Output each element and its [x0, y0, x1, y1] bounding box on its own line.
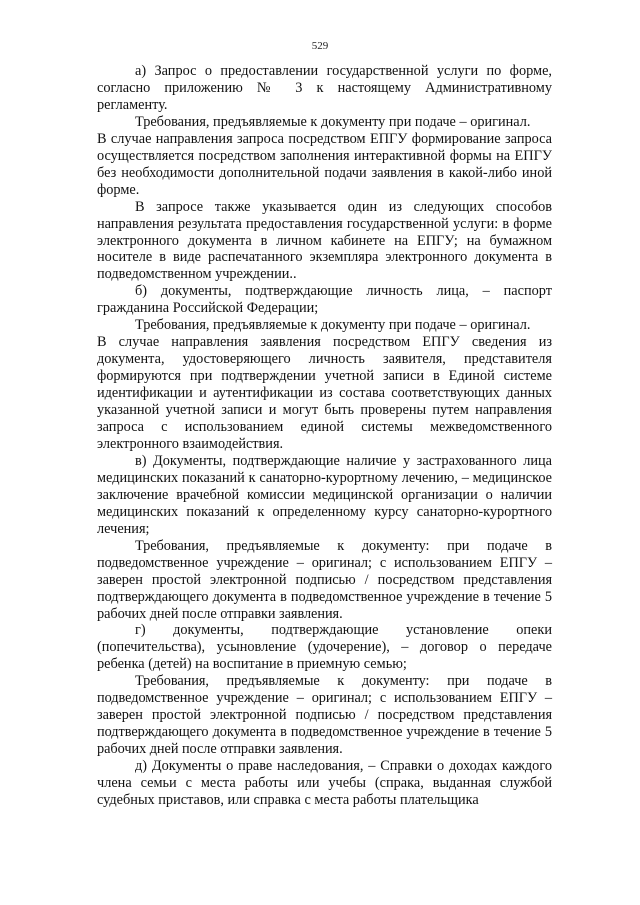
document-body [97, 63, 552, 809]
paragraph-guardianship: г) документы, подтверждающие установление опеки (попечительства), усыновление (удочерение), – договор о передаче ребенка (детей) на воспитание в приемную семью; [97, 622, 552, 673]
paragraph-identity-documents: б) документы, подтверждающие личность лица, – паспорт гражданина Российской Федерации; [97, 283, 552, 317]
paragraph-epgu-request: В случае направления запроса посредством ЕПГУ формирование запроса осуществляется посредством заполнения интерактивной формы на ЕПГУ без необходимости дополнительной подачи заявления в какой-либо иной форме. [97, 130, 552, 198]
paragraph-requirements-original: Требования, предъявляемые к документу при подаче – оригинал. [135, 113, 531, 130]
paragraph-request-form: а) Запрос о предоставлении государственной услуги по форме, согласно приложению № 3 к настоящему Административному регламенту. [97, 63, 552, 113]
paragraph-inheritance: д) Документы о праве наследования, – Справки о доходах каждого члена семьи с места работы или учебы (спрака, выданная службой судебных приставов, или справка с места работы плательщика [97, 758, 552, 808]
paragraph-requirements-original-2: Требования, предъявляемые к документу при подаче – оригинал. [135, 317, 531, 334]
paragraph-medical-indications: в) Документы, подтверждающие наличие у застрахованного лица медицинских показаний к санаторно-курортному лечению, – медицинское заключение врачебной комиссии медицинской организации о наличии медицинских показаний к определенному курсу санаторно-курортного лечения; [97, 452, 552, 537]
paragraph-requirements-guardianship: Требования, предъявляемые к документу: при подаче в подведомственное учреждение – оригинал; с использованием ЕПГУ – заверен простой электронной подписью / посредством представления подтверждающего документа в подведомственное учреждение в течение 5 рабочих дней после отправки заявления. [97, 673, 552, 758]
paragraph-result-methods: В запросе также указывается один из следующих способов направления результата предоставления государственной услуги: в форме электронного документа в личном кабинете на ЕПГУ; на бумажном носителе в виде распечатанного экземпляра электронного документа в подведомственном учреждении.. [97, 198, 552, 283]
paragraph-requirements-medical: Требования, предъявляемые к документу: при подаче в подведомственное учреждение – оригинал; с использованием ЕПГУ – заверен простой электронной подписью / посредством представления подтверждающего документа в подведомственное учреждение в течение 5 рабочих дней после отправки заявления. [97, 537, 552, 622]
page-number: 529 [311, 40, 329, 52]
paragraph-epgu-identity: В случае направления заявления посредством ЕПГУ сведения из документа, удостоверяющего личность заявителя, представителя формируются при подтверждении учетной записи в Единой системе идентификации и аутентификации из состава соответствующих данных указанной учетной записи и могут быть проверены путем направления запроса с использованием единой системы межведомственного электронного взаимодействия. [97, 334, 552, 452]
